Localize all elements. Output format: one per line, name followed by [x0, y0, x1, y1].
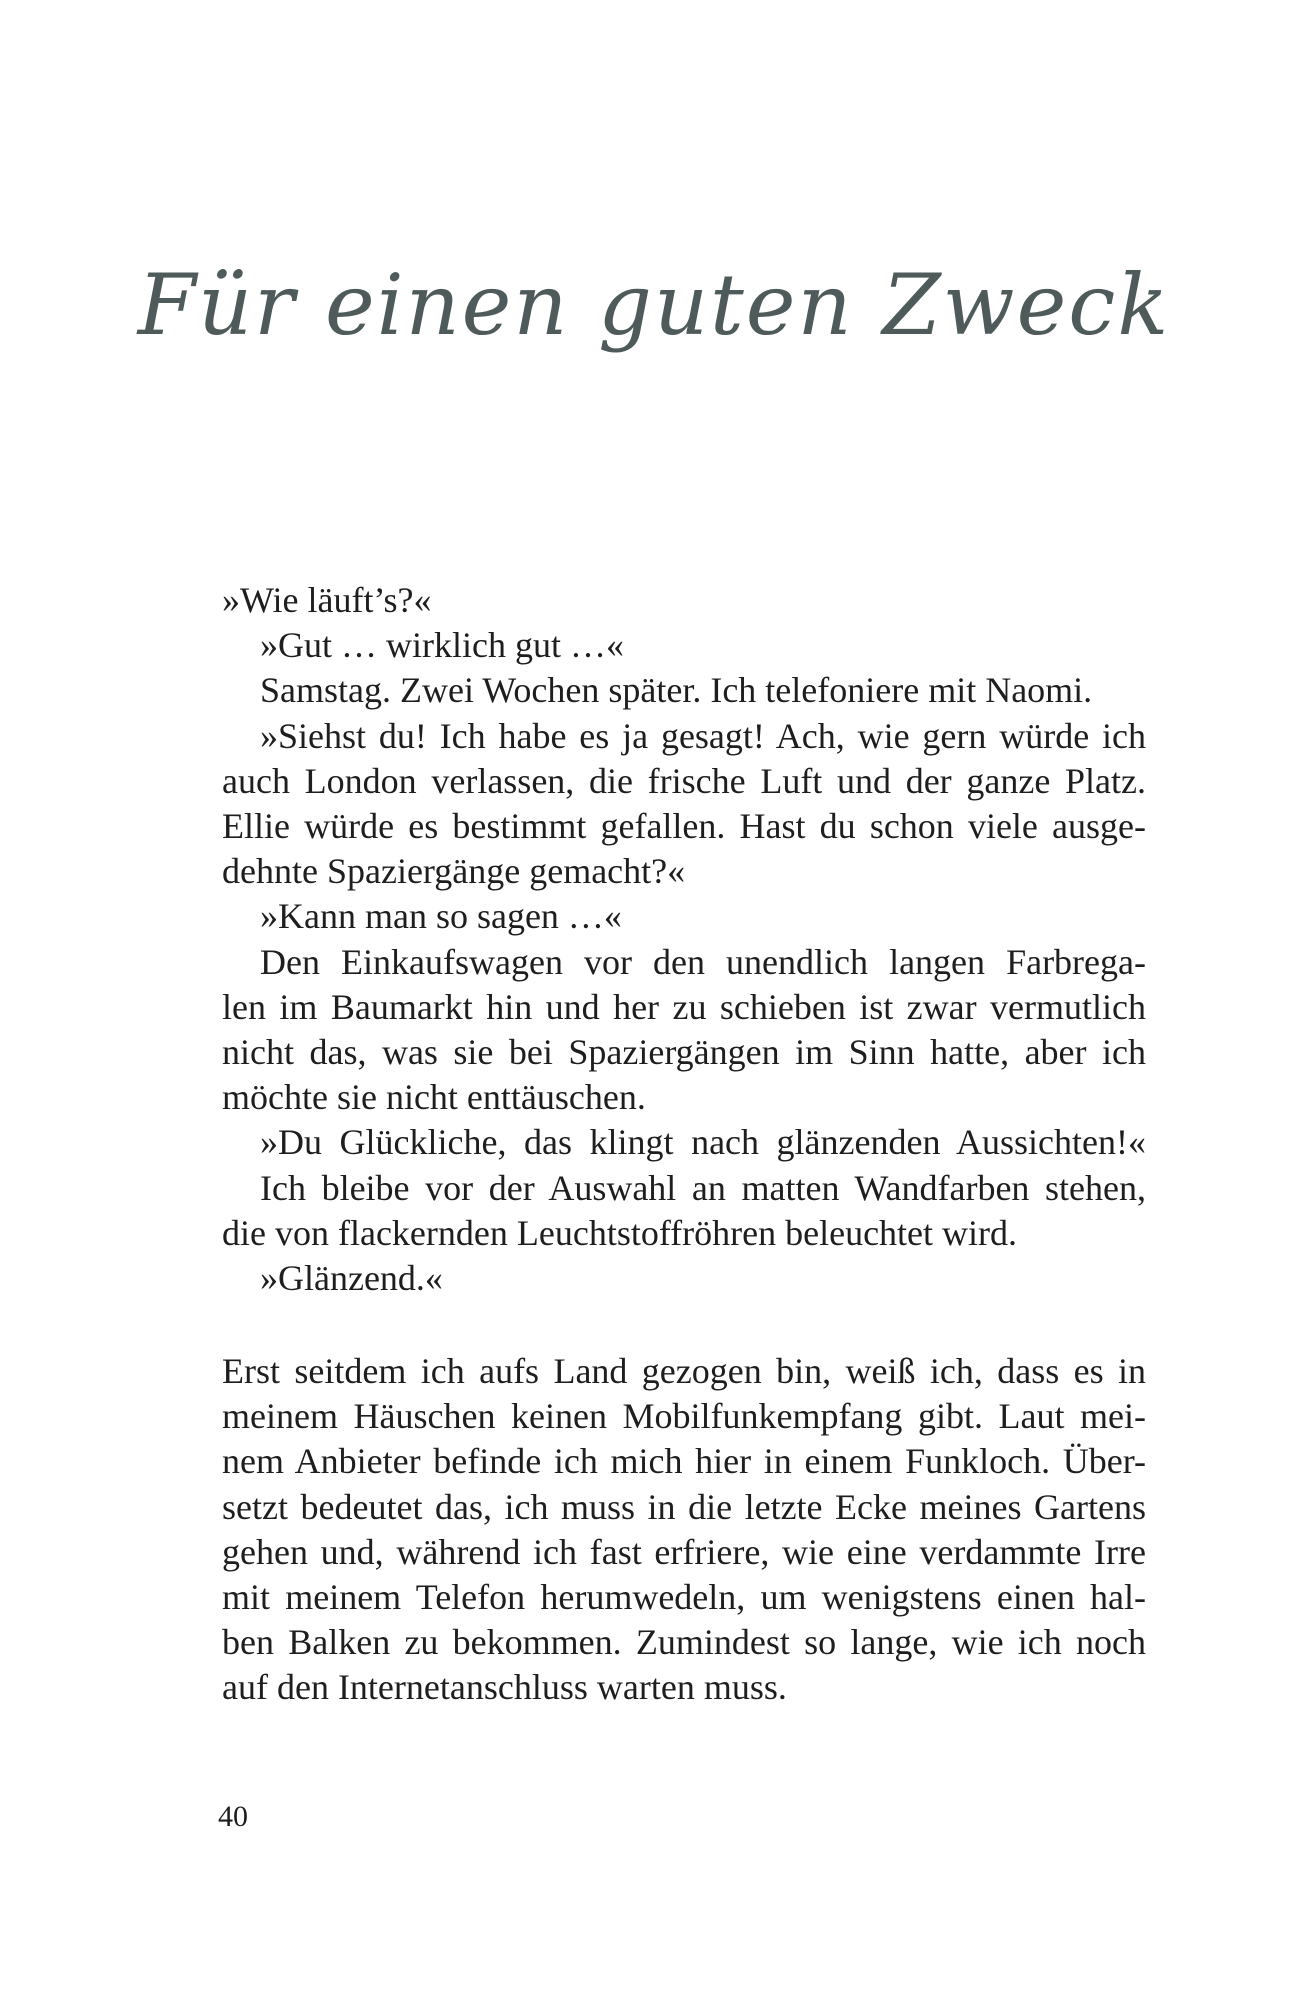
text-line: »Glänzend.«	[260, 1258, 443, 1299]
text-line: gehen und, während ich fast erfriere, wie eine verdammte Irre	[222, 1531, 1146, 1572]
text-line: Den Einkaufswagen vor den unendlich langen Farbrega-	[260, 941, 1146, 982]
chapter-title: Für einen guten Zweck	[137, 256, 1171, 354]
text-line: »Siehst du! Ich habe es ja gesagt! Ach, wie gern würde ich	[260, 715, 1146, 756]
text-line: die von flackernden Leuchtstoffröhren beleuchtet wird.	[222, 1212, 1018, 1253]
text-line: möchte sie nicht enttäuschen.	[222, 1077, 646, 1118]
text-line: len im Baumarkt hin und her zu schieben ist zwar vermutlich	[222, 986, 1146, 1027]
text-line: »Kann man so sagen …«	[260, 896, 622, 937]
text-line: auch London verlassen, die frische Luft und der ganze Platz.	[222, 760, 1146, 801]
text-line: »Gut … wirklich gut …«	[260, 625, 624, 666]
narrative-section	[222, 1349, 1146, 1711]
text-line: dehnte Spaziergänge gemacht?«	[222, 851, 686, 892]
text-line: Ich bleibe vor der Auswahl an matten Wandfarben stehen,	[260, 1167, 1146, 1208]
text-line: ben Balken zu bekommen. Zumindest so lange, wie ich noch	[222, 1622, 1146, 1663]
text-line: »Wie läuft’s?«	[222, 580, 432, 620]
text-line: Erst seitdem ich aufs Land gezogen bin, weiß ich, dass es in	[222, 1351, 1146, 1391]
text-line: mit meinem Telefon herumwedeln, um wenigstens einen hal-	[222, 1577, 1146, 1618]
text-line: nicht das, was sie bei Spaziergängen im Sinn hatte, aber ich	[222, 1032, 1146, 1073]
text-line: nem Anbieter befinde ich mich hier in einem Funkloch. Über-	[222, 1441, 1146, 1482]
page-number: 40	[218, 1800, 248, 1833]
text-line: setzt bedeutet das, ich muss in die letzte Ecke meines Gartens	[222, 1486, 1146, 1527]
text-line: auf den Internetanschluss warten muss.	[222, 1667, 787, 1708]
dialogue-section	[222, 578, 1146, 1301]
text-line: meinem Häuschen keinen Mobilfunkempfang gibt. Laut mei-	[222, 1396, 1146, 1437]
text-line: Ellie würde es bestimmt gefallen. Hast du schon viele ausge-	[222, 806, 1146, 847]
text-line: Samstag. Zwei Wochen später. Ich telefoniere mit Naomi.	[260, 670, 1093, 711]
text-line: »Du Glückliche, das klingt nach glänzenden Aussichten!«	[260, 1122, 1146, 1163]
